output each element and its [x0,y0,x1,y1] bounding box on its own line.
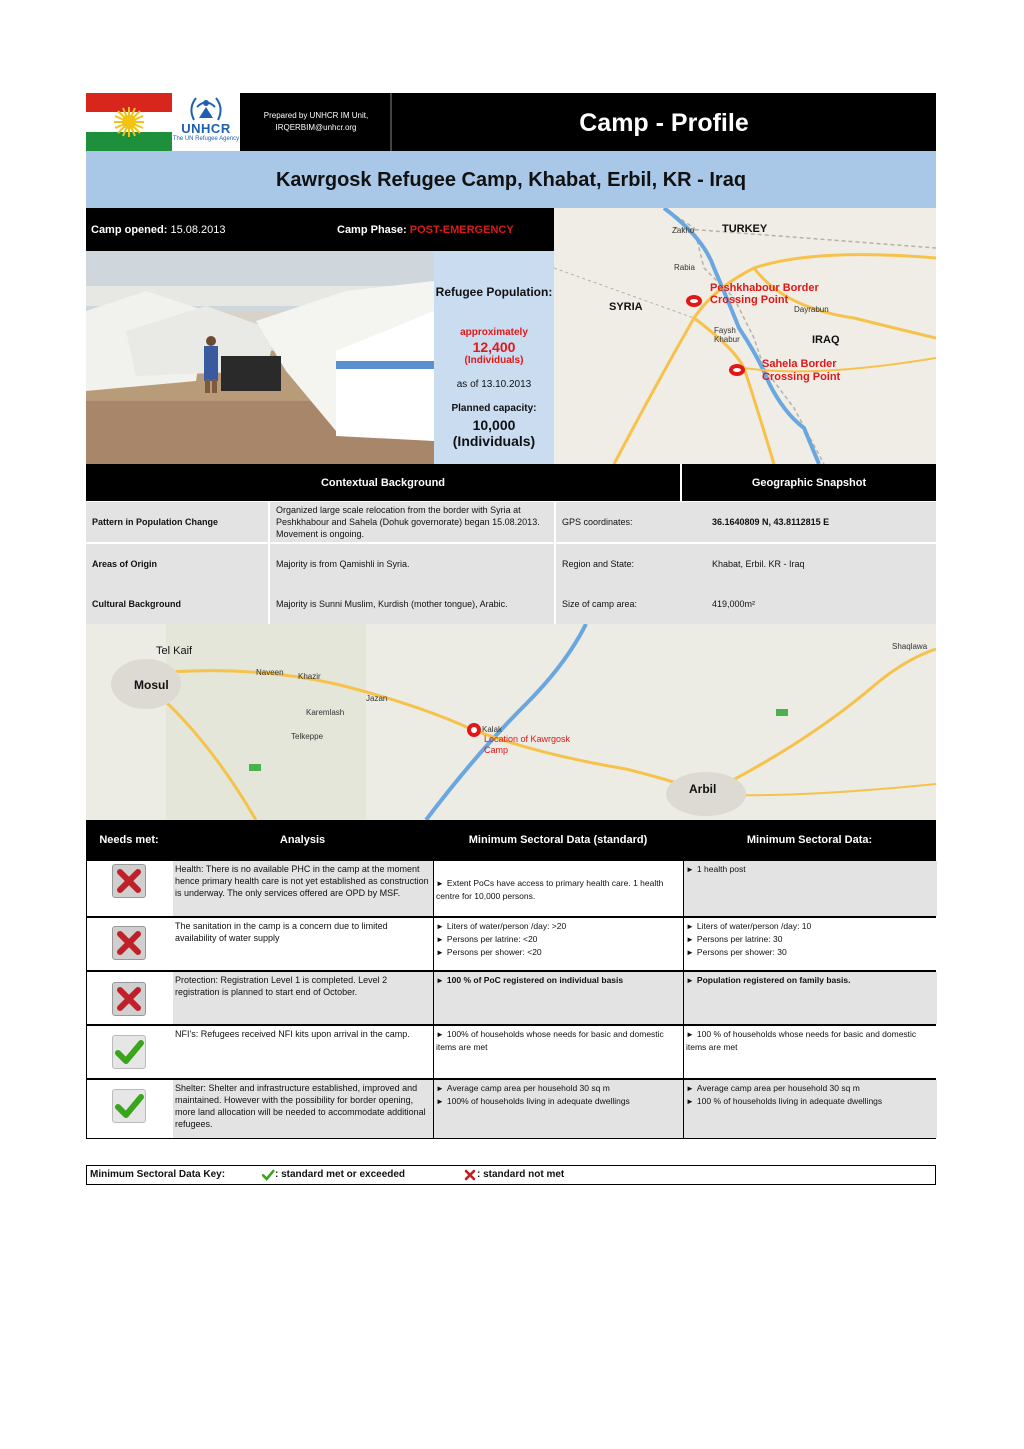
header-bar [86,93,936,151]
prepared-by [242,93,392,151]
kurdistan-flag-icon [86,93,172,151]
capacity-value: 10,000 [472,417,516,433]
population-as-of: as of 13.10.2013 [456,379,532,390]
sahela-marker-icon [729,364,745,376]
key-label: Minimum Sectoral Data Key: [90,1169,226,1180]
page-title: Camp - Profile [579,109,749,137]
table-row [86,1079,936,1139]
analysis-cell: Protection: Registration Level 1 is completed. Level 2 registration is planned to start end of October. [173,972,434,1024]
camp-opened-label: Camp opened: [91,224,168,236]
header-standard: Minimum Sectoral Data (standard) [468,833,648,846]
population-value: 12,400 [472,339,516,355]
peshkhabour-marker-icon [686,295,702,307]
map-label-shaqlawa: Shaqlawa [892,642,928,651]
capacity-label: Planned capacity: [451,403,537,414]
analysis-cell: NFI's: Refugees received NFI kits upon arrival in the camp. [173,1026,434,1078]
header-analysis: Analysis [279,833,326,846]
map-label-zakho: Zakho [672,226,695,235]
current-cell [684,1080,937,1138]
border-crossing-map [554,208,936,464]
context-row-text: Organized large scale relocation from the border with Syria at Peshkhabour and Sahela (Dohuk governorate) began 15.08.2013. Movement is ongoing. [270,502,554,542]
check-icon [112,1089,146,1123]
map-label-kalak: Kalak [482,725,503,734]
header-current: Minimum Sectoral Data: [746,833,873,846]
current-item: ► Persons per latrine: 30 [686,933,935,946]
standard-cell [434,1080,684,1138]
standard-item: ► Liters of water/person /day: >20 [436,920,681,933]
standard-item: ► Average camp area per household 30 sq m [436,1082,681,1095]
analysis-cell: Shelter: Shelter and infrastructure established, improved and maintained. However with the possibility for border opening, more land allocation will be needed to accommodate additional refugees. [173,1080,434,1138]
cross-icon [112,926,146,960]
map-label-arbil: Arbil [689,782,717,796]
current-cell [684,972,937,1024]
map-label-tel-kaif: Tel Kaif [156,645,193,657]
map-label-rabia: Rabia [674,263,695,272]
standard-cell [434,918,684,970]
table-row [86,1025,936,1079]
standard-item: ► Persons per shower: <20 [436,946,681,959]
context-row-label: Pattern in Population Change [86,502,268,542]
context-row [86,544,936,584]
map-label-sahela: Sahela Border Crossing Point [762,358,841,383]
key-cross-icon [463,1168,477,1185]
unhcr-logo [172,93,240,151]
camp-info-band [86,208,554,251]
map-label-iraq: IRAQ [812,334,840,346]
map-label-peshkhabour: Peshkhabour Border Crossing Point [710,282,819,306]
geo-row-label: GPS coordinates: [556,502,706,542]
kawrgosk-camp-marker-icon [467,723,481,737]
current-cell [684,1026,937,1078]
context-row-text: Majority is Sunni Muslim, Kurdish (mother tongue), Arabic. [270,584,554,624]
population-title: Refugee Population: [435,285,553,299]
table-row [86,971,936,1025]
geo-row-value: 36.1640809 N, 43.8112815 E [706,502,936,542]
current-cell [684,861,937,916]
standard-cell [434,861,684,916]
geographic-snapshot-header: Geographic Snapshot [682,464,936,501]
camp-photo [86,251,434,464]
analysis-cell: The sanitation in the camp is a concern due to limited availability of water supply [173,918,434,970]
map-label-syria: SYRIA [609,301,643,313]
capacity-unit: (Individuals) [452,433,536,449]
standard-item: ► 100 % of PoC registered on individual basis [436,974,681,987]
contextual-background-section [86,464,936,624]
contextual-background-header: Contextual Background [86,464,680,501]
map-label-dayrabun: Dayrabun [794,305,829,314]
unhcr-logo-word: UNHCR [181,121,231,136]
current-item: ► Average camp area per household 30 sq m [686,1082,935,1095]
camp-phase-value: POST-EMERGENCY [409,224,514,236]
map-label-karemlash: Karemlash [306,708,345,717]
map-label-turkey: TURKEY [722,223,768,235]
needs-table-header [86,820,936,860]
population-unit: (Individuals) [464,355,524,366]
standard-cell [434,972,684,1024]
context-row [86,502,936,542]
camp-opened-value: 15.08.2013 [170,224,226,236]
prepared-by-line1: Prepared by UNHCR IM Unit, [263,111,369,120]
camp-name-title: Kawrgosk Refugee Camp, Khabat, Erbil, KR - Iraq [86,151,936,208]
context-row-label: Areas of Origin [86,544,268,584]
cross-icon [112,982,146,1016]
map-label-telkeppe: Telkeppe [291,732,324,741]
geo-row-value: 419,000m² [706,584,936,624]
refugee-population-box [434,251,554,464]
standard-item: ► 100% of households living in adequate dwellings [436,1095,681,1108]
map-label-camp-location: Location of Kawrgosk Camp [484,734,571,755]
standard-item: ► Persons per latrine: <20 [436,933,681,946]
current-item: ► Liters of water/person /day: 10 [686,920,935,933]
current-item: ► Population registered on family basis. [686,974,935,987]
header-needs-met: Needs met: [99,833,159,846]
key-not-met-text: : standard not met [477,1169,565,1180]
current-cell [684,918,937,970]
map-label-jazan: Jazan [366,694,388,703]
table-row [86,917,936,971]
check-icon [112,1035,146,1069]
table-row [86,860,936,917]
standard-item: ► Extent PoCs have access to primary health care. 1 health centre for 10,000 persons. [436,878,663,901]
unhcr-logo-sub: The UN Refugee Agency [172,136,240,142]
current-item: ► 100 % of households whose needs for basic and domestic items are met [686,1028,935,1053]
map-label-faysh-khabur: Faysh Khabur [714,326,740,344]
sectoral-data-key [86,1165,936,1185]
context-row-label: Cultural Background [86,584,268,624]
population-approx: approximately [460,327,528,338]
current-item: ► 1 health post [686,863,935,876]
standard-cell [434,1026,684,1078]
context-row-text: Majority is from Qamishli in Syria. [270,544,554,584]
camp-phase-label: Camp Phase: [337,224,407,236]
key-met-text: : standard met or exceeded [275,1169,406,1180]
geo-row-label: Size of camp area: [556,584,706,624]
prepared-by-email[interactable]: IRQERBIM@unhcr.org [275,123,357,132]
cross-icon [112,864,146,898]
current-item: ► 100 % of households living in adequate dwellings [686,1095,935,1108]
current-item: ► Persons per shower: 30 [686,946,935,959]
context-row [86,584,936,624]
key-check-icon [261,1168,275,1185]
geo-row-value: Khabat, Erbil. KR - Iraq [706,544,936,584]
analysis-cell: Health: There is no available PHC in the camp at the moment hence primary health care is not yet established as construction is underway. The only services offered are OPD by MSF. [173,861,434,916]
geo-row-label: Region and State: [556,544,706,584]
camp-location-map [86,624,936,820]
map-label-mosul: Mosul [134,678,169,692]
map-label-khazir: Khazir [298,672,321,681]
standard-item: ► 100% of households whose needs for basic and domestic items are met [436,1028,681,1053]
map-label-naveen: Naveen [256,668,284,677]
